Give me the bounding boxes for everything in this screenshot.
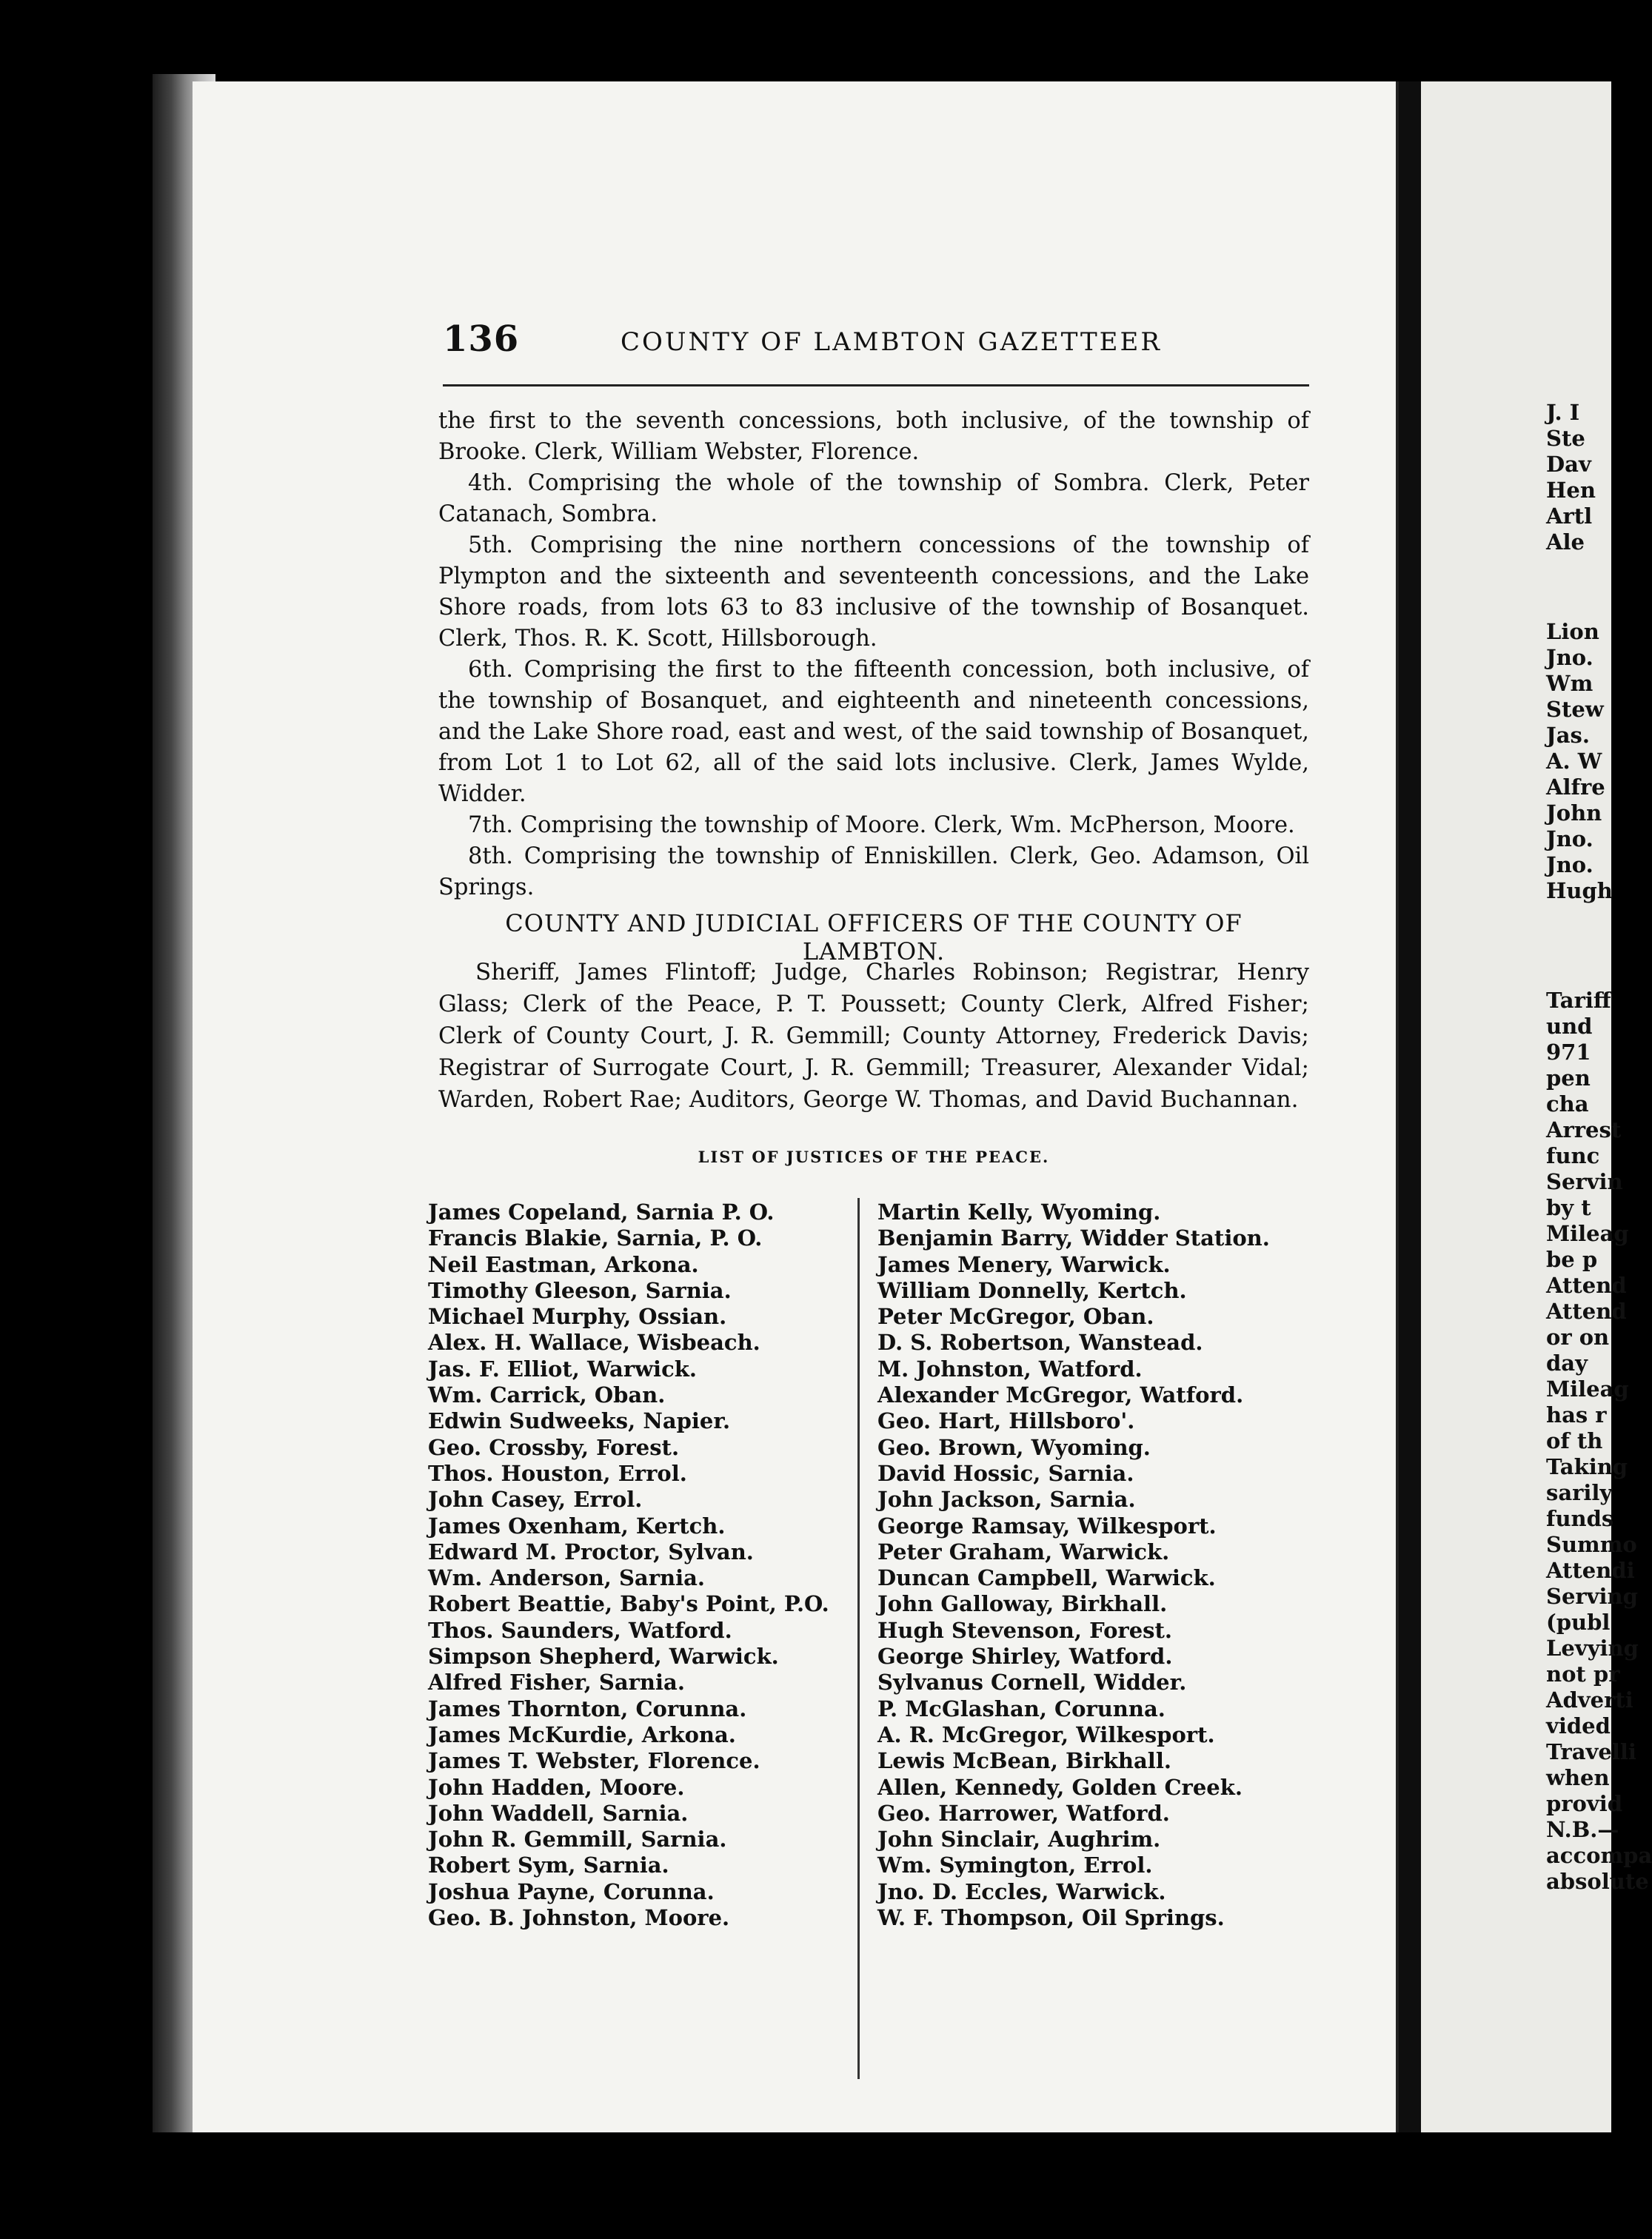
justice-entry: James Copeland, Sarnia P. O. <box>428 1199 775 1225</box>
justice-entry: A. R. McGregor, Wilkesport. <box>877 1721 1215 1747</box>
page-number: 136 <box>443 318 520 360</box>
justice-entry: George Shirley, Watford. <box>877 1644 1173 1670</box>
right-page-line: Adverti <box>1546 1687 1633 1713</box>
right-page-line: Travelli <box>1546 1739 1636 1764</box>
justice-entry: James T. Webster, Florence. <box>428 1748 760 1774</box>
right-page-line: Taking <box>1546 1454 1628 1479</box>
justice-entry: John Galloway, Birkhall. <box>877 1591 1168 1617</box>
justice-entry: James Oxenham, Kertch. <box>428 1513 726 1539</box>
justice-entry: Francis Blakie, Sarnia, P. O. <box>428 1225 763 1251</box>
paragraph: 7th. Comprising the township of Moore. Clerk, Wm. McPherson, Moore. <box>468 812 1295 838</box>
justice-entry: Peter McGregor, Oban. <box>877 1304 1154 1330</box>
justice-entry: Jno. D. Eccles, Warwick. <box>877 1878 1166 1904</box>
right-page-line: N.B.— <box>1546 1817 1619 1842</box>
justice-entry: Geo. Crossby, Forest. <box>428 1434 680 1460</box>
right-page-block-1 <box>1546 400 1611 555</box>
justices-heading: LIST OF JUSTICES OF THE PEACE. <box>698 1148 1050 1166</box>
justice-entry: George Ramsay, Wilkesport. <box>877 1513 1217 1539</box>
justice-entry: Sylvanus Cornell, Widder. <box>877 1670 1187 1696</box>
justice-entry: Martin Kelly, Wyoming. <box>877 1199 1161 1225</box>
right-page-line: pen <box>1546 1065 1591 1091</box>
right-page-line: Wm <box>1546 671 1594 696</box>
justice-entry: Thos. Houston, Errol. <box>428 1460 687 1486</box>
justices-left-column <box>428 1199 843 1931</box>
justice-entry: David Hossic, Sarnia. <box>877 1460 1134 1486</box>
right-page-line: Jas. <box>1546 723 1590 748</box>
justice-entry: Lewis McBean, Birkhall. <box>877 1748 1171 1774</box>
justice-entry: Geo. B. Johnston, Moore. <box>428 1905 730 1931</box>
justice-entry: Edward M. Proctor, Sylvan. <box>428 1539 754 1564</box>
column-divider <box>857 1198 860 2079</box>
justice-entry: Peter Graham, Warwick. <box>877 1539 1170 1564</box>
justice-entry: Hugh Stevenson, Forest. <box>877 1617 1172 1643</box>
right-page-line: Servin <box>1546 1169 1623 1194</box>
paragraph: the first to the seventh concessions, both inclusive, of the township of Brooke. Clerk, William Webster, Florence. <box>438 408 1309 465</box>
justice-entry: John Sinclair, Aughrim. <box>877 1827 1161 1853</box>
justice-entry: John Casey, Errol. <box>428 1487 643 1513</box>
justice-entry: Alfred Fisher, Sarnia. <box>428 1670 685 1696</box>
justice-entry: John Hadden, Moore. <box>428 1774 685 1800</box>
right-page-line: Jno. <box>1546 826 1594 851</box>
officers-text: Sheriff, James Flintoff; Judge, Charles Robinson; Registrar, Henry Glass; Clerk of the Peace, P. T. Poussett; County Clerk, Alfred Fisher; Clerk of County Court, J. R. Gemmill; County Attorney, Frederick Davis; Registrar of Surrogate Court, J. R. Gemmill; Treasurer, Alexander Vidal; Warden, Robert Rae; Auditors, George W. Thomas, and David Buchannan. <box>438 959 1309 1113</box>
right-page-line: accompa <box>1546 1843 1652 1868</box>
justice-entry: Robert Beattie, Baby's Point, P.O. <box>428 1591 829 1617</box>
right-page-line: funds <box>1546 1506 1614 1531</box>
right-page-line: Mileag <box>1546 1376 1629 1402</box>
justice-entry: M. Johnston, Watford. <box>877 1356 1143 1382</box>
justice-entry: D. S. Robertson, Wanstead. <box>877 1330 1203 1356</box>
justice-entry: Geo. Brown, Wyoming. <box>877 1434 1151 1460</box>
justice-entry: Joshua Payne, Corunna. <box>428 1878 715 1904</box>
paragraph: 4th. Comprising the whole of the township of Sombra. Clerk, Peter Catanach, Sombra. <box>438 470 1309 527</box>
right-page-line: vided <box>1546 1713 1611 1738</box>
justice-entry: Duncan Campbell, Warwick. <box>877 1565 1216 1591</box>
right-page-line: Attend <box>1546 1273 1627 1298</box>
right-page-line: (publ <box>1546 1610 1611 1635</box>
right-page-line: Artl <box>1546 503 1593 529</box>
justice-entry: Timothy Gleeson, Sarnia. <box>428 1277 732 1303</box>
justice-entry: Benjamin Barry, Widder Station. <box>877 1225 1270 1251</box>
right-page-line: Mileag <box>1546 1221 1629 1246</box>
paragraph: 5th. Comprising the nine northern concessions of the township of Plympton and the sixteenth and seventeenth concessions, and the Lake Shore roads, from lots 63 to 83 inclusive of the township of Bosanquet. Clerk, Thos. R. K. Scott, Hillsborough. <box>438 532 1309 652</box>
justice-entry: Neil Eastman, Arkona. <box>428 1251 699 1277</box>
paragraph: 8th. Comprising the township of Enniskillen. Clerk, Geo. Adamson, Oil Springs. <box>438 843 1309 900</box>
officers-heading: COUNTY AND JUDICIAL OFFICERS OF THE COUNTY OF LAMBTON. <box>505 909 1243 965</box>
page-gap <box>1399 81 1421 2132</box>
justice-entry: Wm. Symington, Errol. <box>877 1853 1153 1878</box>
justice-entry: James McKurdie, Arkona. <box>428 1721 736 1747</box>
justice-entry: P. McGlashan, Corunna. <box>877 1696 1166 1721</box>
right-page-line: be p <box>1546 1247 1598 1272</box>
justice-entry: Thos. Saunders, Watford. <box>428 1617 732 1643</box>
justice-entry: Geo. Hart, Hillsboro'. <box>877 1408 1135 1434</box>
header-rule <box>443 384 1309 386</box>
right-page-line: has r <box>1546 1402 1607 1428</box>
right-page-line: Ale <box>1546 529 1585 555</box>
justice-entry: John Waddell, Sarnia. <box>428 1800 689 1826</box>
right-page-line: Levying <box>1546 1636 1639 1661</box>
justice-entry: John R. Gemmill, Sarnia. <box>428 1827 727 1853</box>
right-page-line: sarily <box>1546 1480 1613 1505</box>
right-page-line: Ste <box>1546 426 1585 451</box>
right-page-line: Hugh <box>1546 878 1613 903</box>
running-title: COUNTY OF LAMBTON GAZETTEER <box>621 327 1162 357</box>
division-clerks-text <box>438 406 1309 903</box>
right-page-line: not pr <box>1546 1661 1620 1687</box>
right-page-line: provid <box>1546 1791 1623 1816</box>
right-page-line: Stew <box>1546 697 1604 722</box>
justice-entry: W. F. Thompson, Oil Springs. <box>877 1905 1225 1931</box>
right-page-line: func <box>1546 1143 1600 1168</box>
right-page-line: cha <box>1546 1091 1589 1117</box>
page-header <box>443 318 1309 363</box>
right-page-line: Jno. <box>1546 852 1594 877</box>
right-page-block-2 <box>1546 619 1611 904</box>
justice-entry: James Menery, Warwick. <box>877 1251 1171 1277</box>
right-page-line: J. I <box>1546 400 1580 425</box>
right-page-line: 971 <box>1546 1040 1591 1065</box>
right-page-line: Alfre <box>1546 774 1605 800</box>
justice-entry: Robert Sym, Sarnia. <box>428 1853 669 1878</box>
right-page-line: by t <box>1546 1195 1591 1220</box>
right-page-line: Lion <box>1546 619 1599 644</box>
right-page-line: of th <box>1546 1428 1603 1453</box>
right-page-line: Hen <box>1546 478 1596 503</box>
right-page-line: Serving <box>1546 1584 1638 1609</box>
justice-entry: William Donnelly, Kertch. <box>877 1277 1187 1303</box>
right-page-line: Arrest <box>1546 1117 1622 1142</box>
right-page-line: absolute <box>1546 1869 1649 1894</box>
justice-entry: Alex. H. Wallace, Wisbeach. <box>428 1330 760 1356</box>
paragraph: 6th. Comprising the first to the fifteenth concession, both inclusive, of the township of Bosanquet, and eighteenth and nineteenth concessions, and the Lake Shore road, east and west, of the said township of Bosanquet, from Lot 1 to Lot 62, all of the said lots inclusive. Clerk, James Wylde, Widder. <box>438 657 1309 807</box>
right-page-line: Summo <box>1546 1532 1637 1557</box>
justice-entry: Wm. Carrick, Oban. <box>428 1382 666 1408</box>
justice-entry: John Jackson, Sarnia. <box>877 1487 1136 1513</box>
justice-entry: Alexander McGregor, Watford. <box>877 1382 1244 1408</box>
right-page-line: A. W <box>1546 749 1602 774</box>
right-page-line: Dav <box>1546 452 1591 477</box>
right-page-line: und <box>1546 1014 1593 1039</box>
justice-entry: Jas. F. Elliot, Warwick. <box>428 1356 697 1382</box>
right-page-block-3 <box>1546 988 1652 1895</box>
justice-entry: James Thornton, Corunna. <box>428 1696 747 1721</box>
justice-entry: Michael Murphy, Ossian. <box>428 1304 727 1330</box>
right-page-line: Tariff <box>1546 988 1611 1013</box>
justice-entry: Allen, Kennedy, Golden Creek. <box>877 1774 1243 1800</box>
right-page-line: or on <box>1546 1325 1610 1350</box>
justice-entry: Wm. Anderson, Sarnia. <box>428 1565 705 1591</box>
justice-entry: Geo. Harrower, Watford. <box>877 1800 1170 1826</box>
right-page-line: Jno. <box>1546 645 1594 670</box>
justice-entry: Simpson Shepherd, Warwick. <box>428 1644 779 1670</box>
right-page-line: when <box>1546 1765 1610 1790</box>
justice-entry: Edwin Sudweeks, Napier. <box>428 1408 731 1434</box>
justices-right-column <box>877 1199 1322 1931</box>
right-page-line: Attend <box>1546 1299 1627 1324</box>
right-page-line: Attendi <box>1546 1558 1635 1583</box>
right-page-line: day <box>1546 1351 1588 1376</box>
right-page-line: John <box>1546 800 1602 826</box>
